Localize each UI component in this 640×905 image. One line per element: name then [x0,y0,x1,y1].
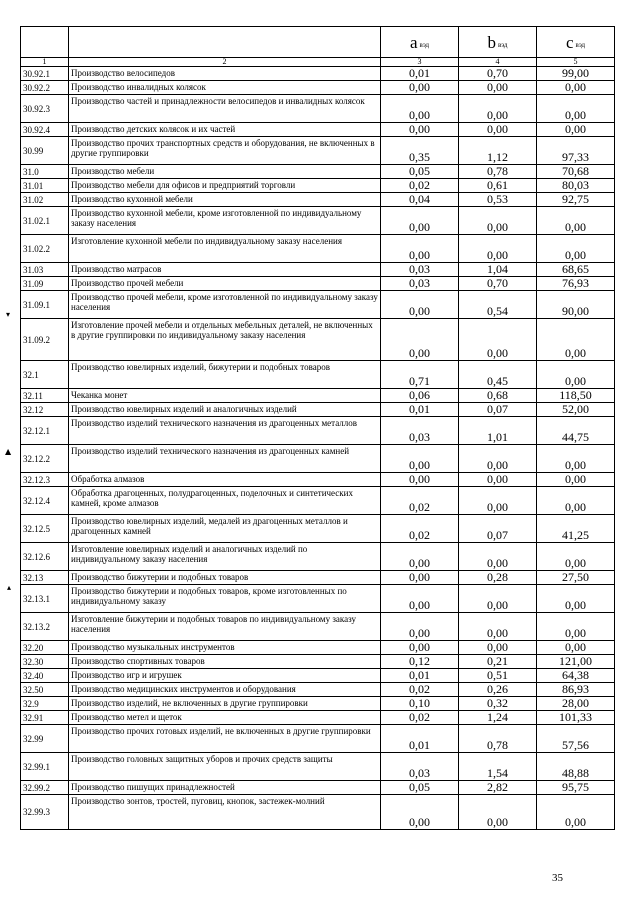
row-value-b: 0,28 [459,571,537,585]
row-value-c: 27,50 [537,571,615,585]
row-code: 31.0 [21,165,69,179]
row-value-c: 95,75 [537,781,615,795]
row-value-a: 0,12 [381,655,459,669]
table-row [21,291,615,319]
row-value-a: 0,01 [381,67,459,81]
column-number-row [21,58,615,67]
row-value-a: 0,00 [381,585,459,613]
row-value-c: 0,00 [537,795,615,830]
row-value-a: 0,35 [381,137,459,165]
row-name: Обработка алмазов [69,473,381,487]
row-code: 30.92.3 [21,95,69,123]
table-row [21,123,615,137]
row-code: 32.13.2 [21,613,69,641]
row-value-a: 0,00 [381,235,459,263]
table-row [21,445,615,473]
row-code: 32.99.2 [21,781,69,795]
row-value-b: 0,68 [459,389,537,403]
table-row [21,417,615,445]
table-body [21,67,615,830]
row-code: 31.09 [21,277,69,291]
row-value-c: 0,00 [537,361,615,389]
row-value-c: 52,00 [537,403,615,417]
row-code: 31.02.2 [21,235,69,263]
row-name: Производство изделий, не включенных в другие группировки [69,697,381,711]
row-code: 32.12.4 [21,487,69,515]
row-value-a: 0,00 [381,123,459,137]
row-code: 32.13.1 [21,585,69,613]
row-code: 31.01 [21,179,69,193]
row-code: 30.92.1 [21,67,69,81]
row-name: Производство прочих готовых изделий, не включенных в другие группировки [69,725,381,753]
scan-mark: ▾ [6,310,11,319]
row-name: Производство спортивных товаров [69,655,381,669]
row-value-c: 0,00 [537,445,615,473]
row-code: 30.99 [21,137,69,165]
table-row [21,137,615,165]
row-code: 32.1 [21,361,69,389]
row-value-b: 0,78 [459,165,537,179]
row-value-a: 0,05 [381,781,459,795]
row-code: 30.92.2 [21,81,69,95]
row-name: Производство бижутерии и подобных товаров [69,571,381,585]
row-value-c: 76,93 [537,277,615,291]
row-value-b: 0,00 [459,613,537,641]
row-value-a: 0,01 [381,725,459,753]
row-value-a: 0,00 [381,795,459,830]
row-value-c: 28,00 [537,697,615,711]
header-code-cell [21,27,69,58]
row-value-a: 0,02 [381,683,459,697]
table-row [21,641,615,655]
row-value-b: 0,00 [459,235,537,263]
row-value-a: 0,03 [381,263,459,277]
row-value-a: 0,04 [381,193,459,207]
row-value-c: 70,68 [537,165,615,179]
row-value-a: 0,05 [381,165,459,179]
table-row [21,543,615,571]
row-name: Производство изделий технического назначения из драгоценных камней [69,445,381,473]
row-value-c: 86,93 [537,683,615,697]
row-value-b: 0,00 [459,207,537,235]
row-value-b: 0,07 [459,515,537,543]
header-col-a: a вэд [381,27,459,58]
row-value-a: 0,02 [381,515,459,543]
row-name: Производство мебели для офисов и предприятий торговли [69,179,381,193]
row-value-c: 92,75 [537,193,615,207]
row-name: Производство кухонной мебели, кроме изготовленной по индивидуальному заказу населения [69,207,381,235]
row-name: Обработка драгоценных, полудрагоценных, поделочных и синтетических камней, кроме алмазов [69,487,381,515]
table-row [21,515,615,543]
row-value-b: 0,00 [459,445,537,473]
row-name: Производство музыкальных инструментов [69,641,381,655]
row-value-c: 0,00 [537,613,615,641]
row-name: Производство прочих транспортных средств и оборудования, не включенных в другие группировки [69,137,381,165]
row-name: Изготовление кухонной мебели по индивидуальному заказу населения [69,235,381,263]
row-code: 32.11 [21,389,69,403]
row-value-a: 0,10 [381,697,459,711]
header-row [21,27,615,58]
row-name: Производство игр и игрушек [69,669,381,683]
row-value-b: 0,78 [459,725,537,753]
row-name: Производство детских колясок и их частей [69,123,381,137]
row-code: 31.02.1 [21,207,69,235]
table-row [21,263,615,277]
table-row [21,389,615,403]
row-value-c: 0,00 [537,123,615,137]
row-value-b: 0,00 [459,473,537,487]
table-row [21,585,615,613]
row-name: Производство ювелирных изделий и аналогичных изделий [69,403,381,417]
row-code: 32.12.5 [21,515,69,543]
row-code: 32.12.2 [21,445,69,473]
column-number: 5 [537,58,615,67]
row-code: 31.09.1 [21,291,69,319]
row-value-a: 0,02 [381,179,459,193]
row-name: Производство бижутерии и подобных товаров, кроме изготовленных по индивидуальному заказу [69,585,381,613]
table-row [21,361,615,389]
row-code: 31.02 [21,193,69,207]
row-value-b: 0,00 [459,319,537,361]
row-value-b: 0,26 [459,683,537,697]
table-row [21,725,615,753]
table-row [21,207,615,235]
row-value-b: 1,24 [459,711,537,725]
row-value-a: 0,00 [381,613,459,641]
row-value-a: 0,00 [381,641,459,655]
column-number: 2 [69,58,381,67]
table-row [21,571,615,585]
row-value-b: 0,00 [459,95,537,123]
table-row [21,319,615,361]
coefficient-table [20,26,615,830]
row-value-c: 97,33 [537,137,615,165]
row-name: Производство ювелирных изделий, бижутерии и подобных товаров [69,361,381,389]
row-value-c: 57,56 [537,725,615,753]
row-value-a: 0,00 [381,473,459,487]
row-code: 32.50 [21,683,69,697]
row-value-a: 0,71 [381,361,459,389]
table-row [21,683,615,697]
table-row [21,193,615,207]
row-value-b: 0,07 [459,403,537,417]
table-row [21,95,615,123]
table-row [21,473,615,487]
table-row [21,697,615,711]
row-value-c: 0,00 [537,487,615,515]
table-row [21,235,615,263]
row-value-b: 0,45 [459,361,537,389]
row-value-c: 90,00 [537,291,615,319]
row-value-c: 99,00 [537,67,615,81]
row-value-a: 0,06 [381,389,459,403]
row-code: 32.99.3 [21,795,69,830]
row-code: 32.12 [21,403,69,417]
table-row [21,613,615,641]
scan-mark: ▲ [5,447,12,456]
table-row [21,179,615,193]
row-value-c: 0,00 [537,641,615,655]
row-value-c: 80,03 [537,179,615,193]
table-row [21,655,615,669]
table-row [21,277,615,291]
table-row [21,487,615,515]
row-code: 32.13 [21,571,69,585]
row-code: 32.12.1 [21,417,69,445]
row-value-c: 0,00 [537,235,615,263]
table-row [21,753,615,781]
row-code: 32.9 [21,697,69,711]
table-row [21,403,615,417]
row-name: Чеканка монет [69,389,381,403]
row-value-a: 0,00 [381,543,459,571]
row-value-c: 68,65 [537,263,615,277]
header-col-c: c вэд [537,27,615,58]
row-value-b: 1,04 [459,263,537,277]
scan-mark: ▴ [7,583,12,592]
row-value-c: 64,38 [537,669,615,683]
table-row [21,165,615,179]
row-value-b: 2,82 [459,781,537,795]
table-row [21,711,615,725]
row-value-b: 1,01 [459,417,537,445]
row-code: 32.20 [21,641,69,655]
page-number: 35 [552,872,563,884]
row-name: Производство инвалидных колясок [69,81,381,95]
row-name: Изготовление прочей мебели и отдельных мебельных деталей, не включенных в другие группировки по индивидуальному заказу населения [69,319,381,361]
row-code: 32.40 [21,669,69,683]
header-col-b: b вэд [459,27,537,58]
row-name: Производство метел и щеток [69,711,381,725]
row-value-c: 0,00 [537,95,615,123]
row-value-b: 1,54 [459,753,537,781]
row-value-b: 0,00 [459,585,537,613]
row-value-b: 1,12 [459,137,537,165]
row-code: 32.99 [21,725,69,753]
row-value-a: 0,03 [381,277,459,291]
row-value-a: 0,00 [381,445,459,473]
row-name: Производство мебели [69,165,381,179]
row-code: 32.12.3 [21,473,69,487]
row-name: Производство прочей мебели [69,277,381,291]
row-value-b: 0,54 [459,291,537,319]
row-name: Производство велосипедов [69,67,381,81]
row-value-b: 0,51 [459,669,537,683]
table-row [21,795,615,830]
row-value-b: 0,21 [459,655,537,669]
column-number: 1 [21,58,69,67]
row-value-c: 101,33 [537,711,615,725]
row-name: Изготовление ювелирных изделий и аналогичных изделий по индивидуальному заказу населения [69,543,381,571]
row-name: Производство прочей мебели, кроме изготовленной по индивидуальному заказу населения [69,291,381,319]
row-value-b: 0,00 [459,123,537,137]
row-value-a: 0,02 [381,487,459,515]
table-row [21,81,615,95]
header-name-cell [69,27,381,58]
row-value-c: 0,00 [537,319,615,361]
row-value-b: 0,32 [459,697,537,711]
row-code: 32.91 [21,711,69,725]
row-value-b: 0,00 [459,487,537,515]
row-name: Производство ювелирных изделий, медалей из драгоценных металлов и драгоценных камней [69,515,381,543]
row-value-c: 41,25 [537,515,615,543]
row-name: Производство зонтов, тростей, пуговиц, кнопок, застежек-молний [69,795,381,830]
row-value-a: 0,02 [381,711,459,725]
row-value-a: 0,00 [381,207,459,235]
row-value-a: 0,01 [381,403,459,417]
row-name: Производство кухонной мебели [69,193,381,207]
row-value-b: 0,70 [459,277,537,291]
row-code: 32.12.6 [21,543,69,571]
row-name: Производство пишущих принадлежностей [69,781,381,795]
row-value-b: 0,00 [459,641,537,655]
row-code: 31.09.2 [21,319,69,361]
row-value-c: 48,88 [537,753,615,781]
table-row [21,669,615,683]
row-value-a: 0,00 [381,95,459,123]
table-row [21,67,615,81]
row-value-c: 0,00 [537,473,615,487]
row-name: Производство частей и принадлежности велосипедов и инвалидных колясок [69,95,381,123]
row-code: 32.30 [21,655,69,669]
column-number: 3 [381,58,459,67]
row-code: 31.03 [21,263,69,277]
row-value-a: 0,00 [381,291,459,319]
row-name: Производство головных защитных уборов и прочих средств защиты [69,753,381,781]
row-value-a: 0,00 [381,81,459,95]
row-value-c: 0,00 [537,585,615,613]
row-value-b: 0,70 [459,67,537,81]
row-value-c: 118,50 [537,389,615,403]
row-name: Производство матрасов [69,263,381,277]
row-value-c: 0,00 [537,207,615,235]
row-value-b: 0,00 [459,795,537,830]
row-value-a: 0,00 [381,319,459,361]
row-value-a: 0,01 [381,669,459,683]
row-name: Производство медицинских инструментов и оборудования [69,683,381,697]
row-value-a: 0,03 [381,417,459,445]
row-value-b: 0,00 [459,81,537,95]
row-value-b: 0,00 [459,543,537,571]
table-row [21,781,615,795]
row-name: Изготовление бижутерии и подобных товаров по индивидуальному заказу населения [69,613,381,641]
row-value-c: 44,75 [537,417,615,445]
row-code: 32.99.1 [21,753,69,781]
row-value-b: 0,53 [459,193,537,207]
row-value-a: 0,03 [381,753,459,781]
row-value-c: 0,00 [537,543,615,571]
row-value-a: 0,00 [381,571,459,585]
row-value-c: 121,00 [537,655,615,669]
row-value-b: 0,61 [459,179,537,193]
row-value-c: 0,00 [537,81,615,95]
column-number: 4 [459,58,537,67]
row-name: Производство изделий технического назначения из драгоценных металлов [69,417,381,445]
row-code: 30.92.4 [21,123,69,137]
